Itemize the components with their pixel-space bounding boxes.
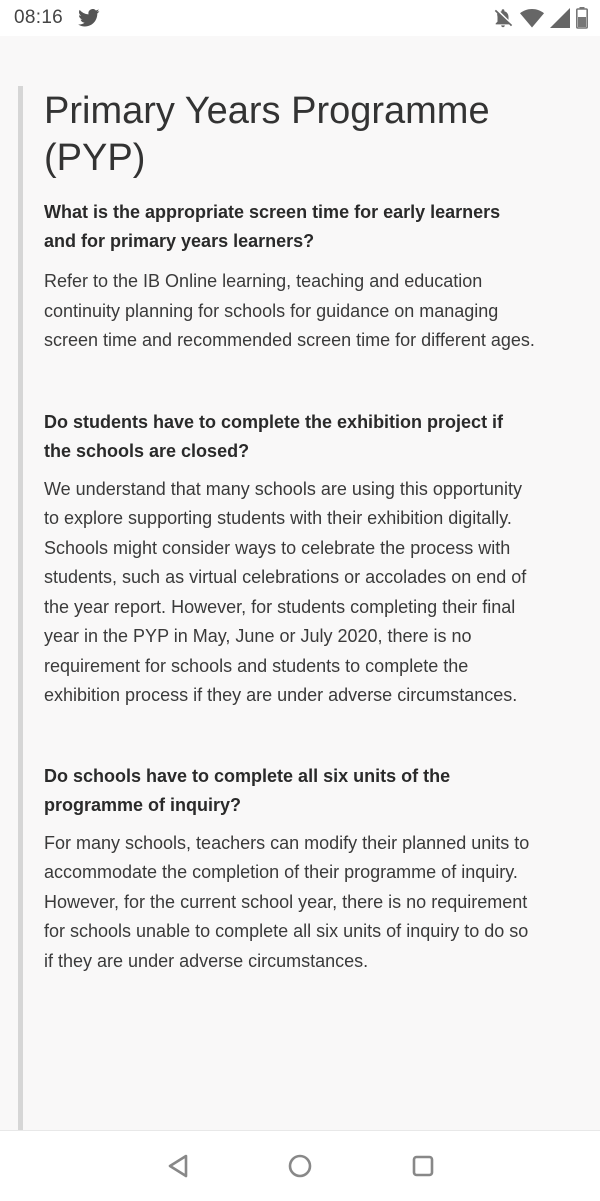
- faq-answer: Refer to the IB Online learning, teaching and education continuity planning for schools for guidance on managing screen time and recommended screen time for different ages.: [44, 271, 535, 350]
- status-time: 08:16: [14, 7, 64, 28]
- recents-icon[interactable]: [408, 1151, 438, 1181]
- twitter-icon: [78, 9, 100, 27]
- faq-question: What is the appropriate screen time for early learners and for primary years learners?: [44, 202, 501, 251]
- article-section: [18, 86, 543, 1130]
- signal-icon: [550, 8, 570, 28]
- faq-question: Do students have to complete the exhibition project if the schools are closed?: [44, 411, 504, 461]
- back-icon[interactable]: [164, 1151, 194, 1181]
- wifi-icon: [520, 8, 544, 28]
- notifications-off-icon: [492, 7, 514, 29]
- status-bar: [0, 0, 600, 36]
- page-title: Primary Years Programme (PYP): [44, 90, 490, 179]
- navigation-bar: [0, 1130, 600, 1201]
- faq-answer: For many schools, teachers can modify their planned units to accommodate the completion of their programme of inquiry. However, for the current school year, there is no requirement for schools unable to complete all six units of inquiry to do so if they are under adverse circumstances.: [44, 832, 530, 971]
- faq-answer: We understand that many schools are using this opportunity to explore supporting students with their exhibition digitally. Schools might consider ways to celebrate the process with students, such as virtual celebrations or accolades on end of the year report. However, for students completing their final year in the PYP in May, June or July 2020, there is no requirement for schools and students to complete the exhibition process if they are under adverse circumstances.: [44, 478, 527, 705]
- battery-icon: [576, 7, 588, 29]
- faq-question: Do schools have to complete all six units of the programme of inquiry?: [44, 765, 451, 815]
- home-icon[interactable]: [285, 1151, 315, 1181]
- status-icons: [492, 6, 588, 30]
